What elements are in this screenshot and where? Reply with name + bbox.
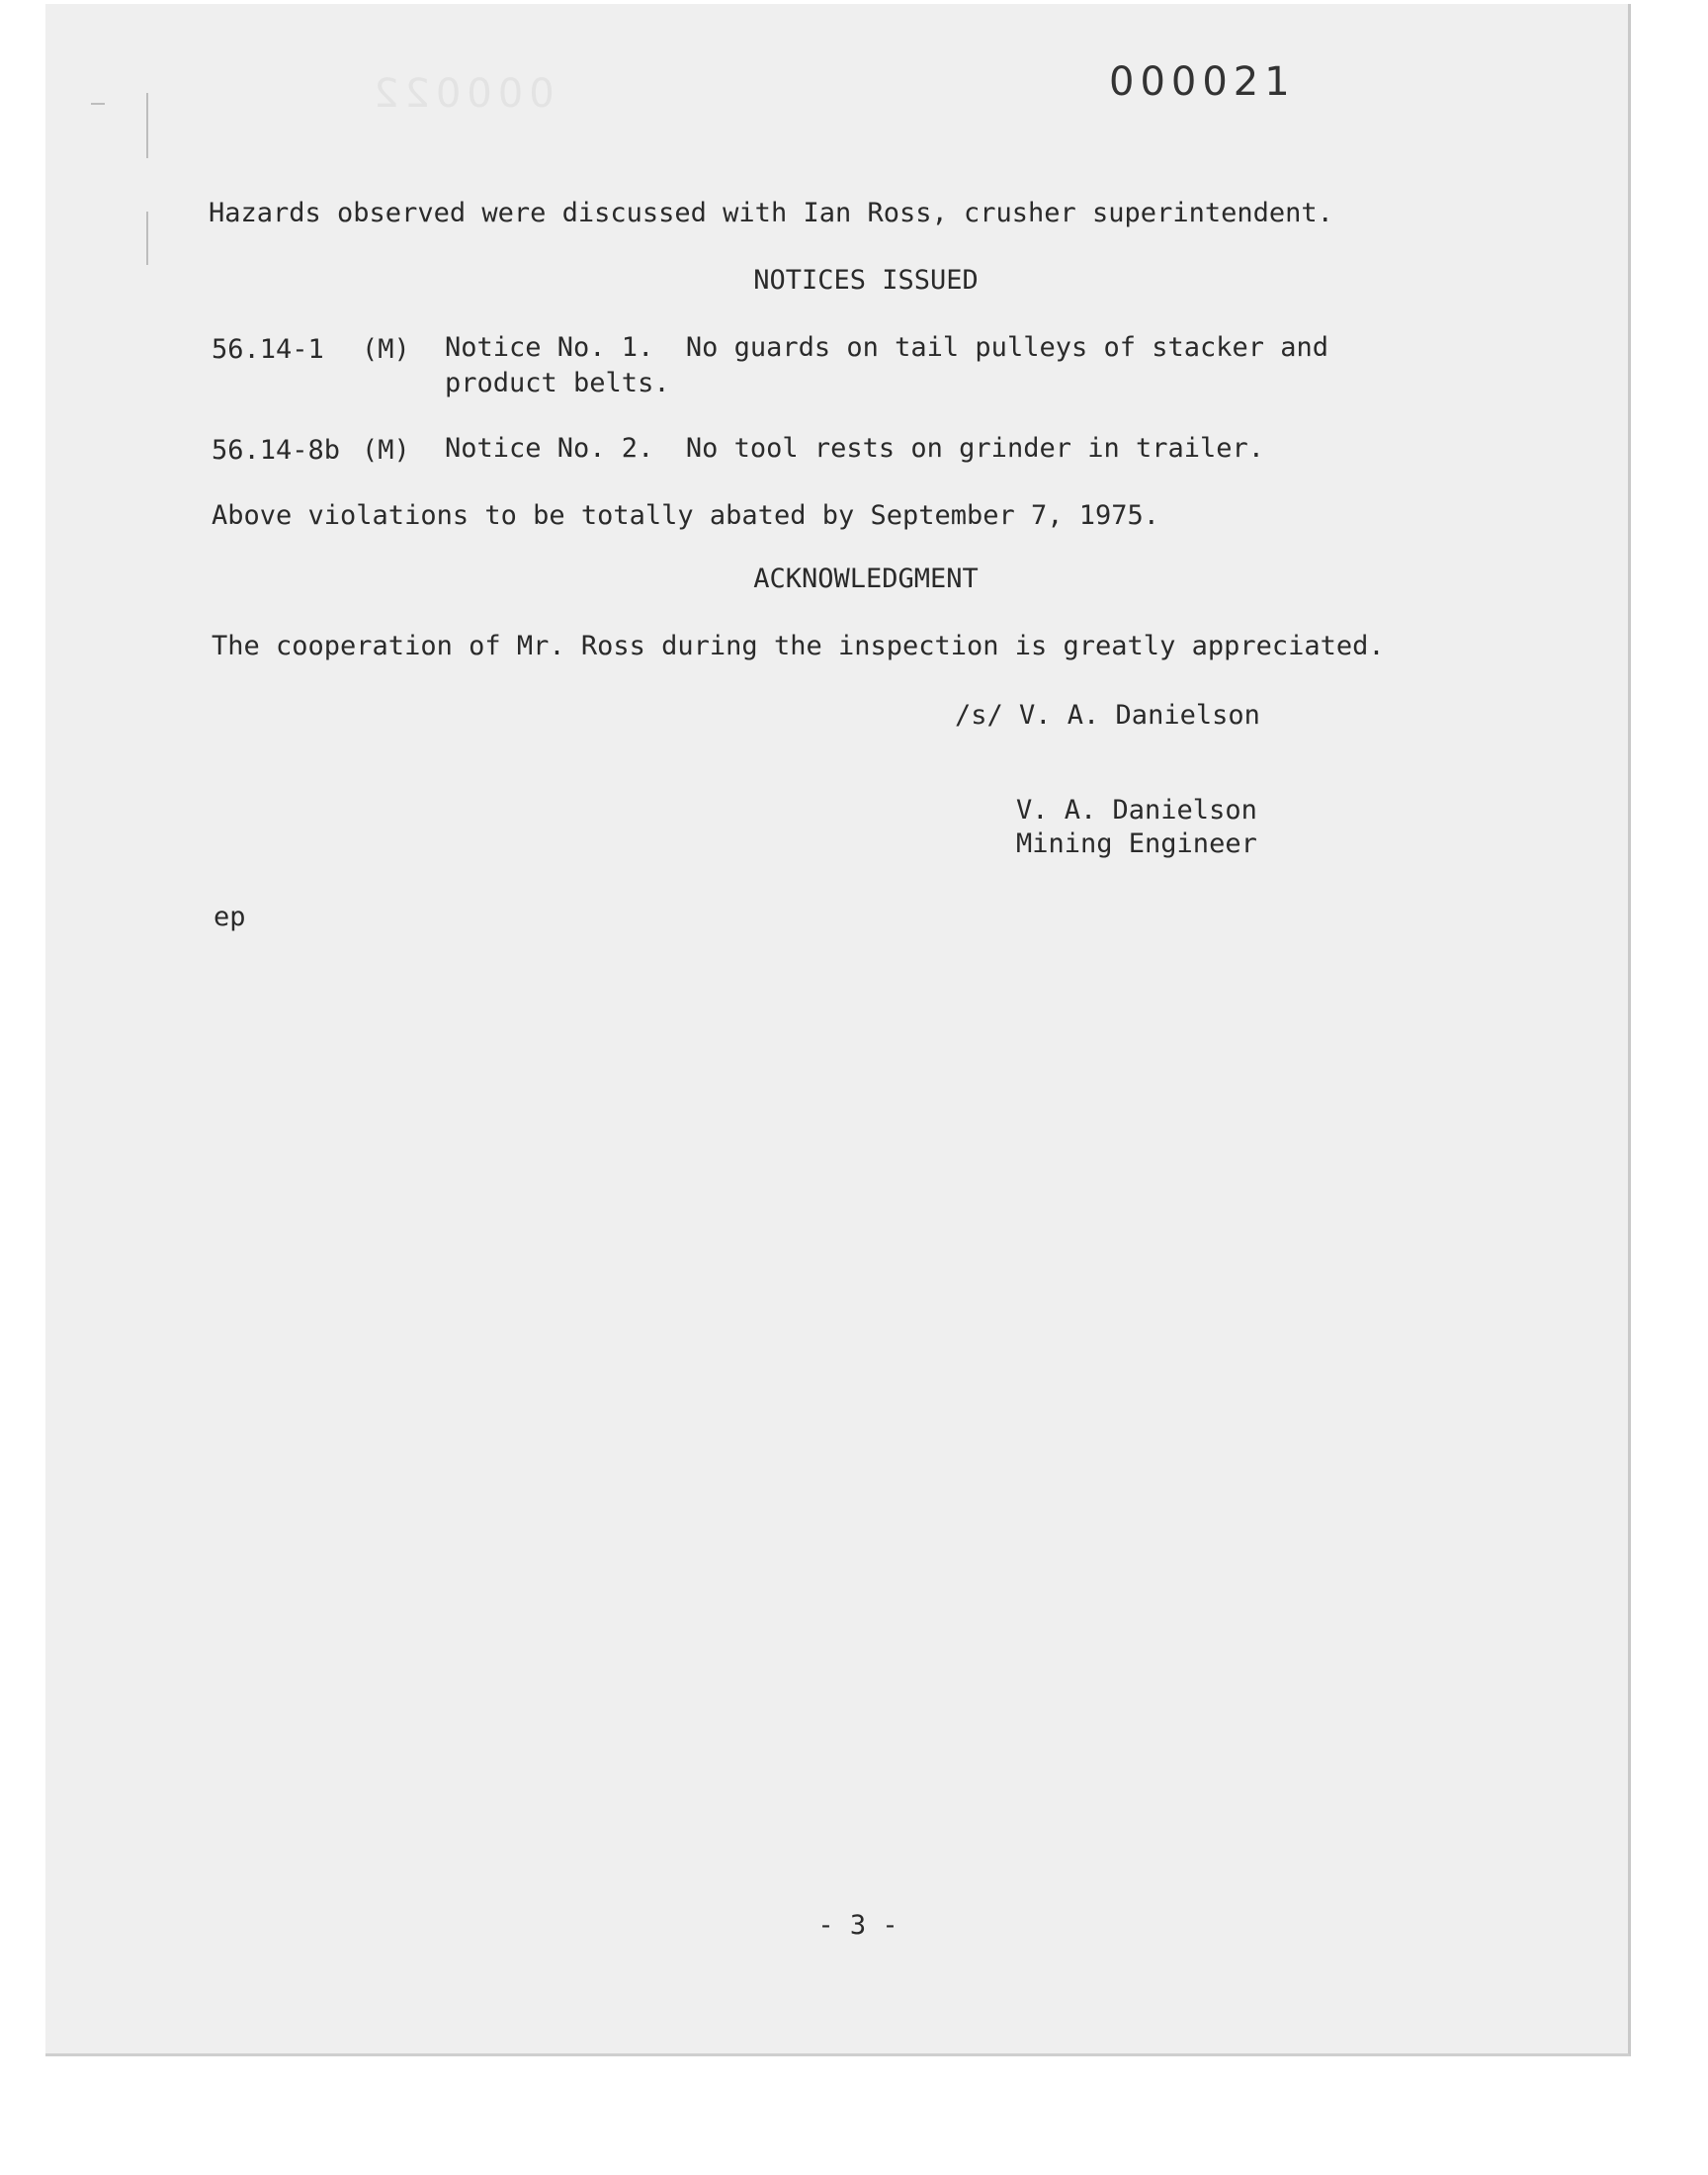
bleed-through-stamp: 000022	[368, 71, 555, 117]
page-number: - 3 -	[817, 1910, 898, 1941]
notice-code: 56.14-8b	[212, 435, 341, 466]
document-page	[45, 4, 1631, 2056]
acknowledgment-paragraph: The cooperation of Mr. Ross during the inspection is greatly appreciated.	[212, 631, 1385, 661]
document-number-stamp: 000021	[1109, 59, 1296, 105]
typist-initials: ep	[214, 902, 246, 932]
notices-heading: NOTICES ISSUED	[753, 265, 979, 296]
notice-type: (M)	[362, 435, 410, 466]
abatement-paragraph: Above violations to be totally abated by September 7, 1975.	[212, 500, 1160, 531]
signer-title: Mining Engineer	[1016, 828, 1257, 859]
signature-line: /s/ V. A. Danielson	[955, 700, 1260, 731]
notice-text-line: Notice No. 1. No guards on tail pulleys of stacker and	[445, 332, 1329, 363]
margin-mark	[146, 93, 148, 158]
signer-name: V. A. Danielson	[1016, 795, 1257, 826]
notice-text-line: product belts.	[445, 368, 670, 398]
intro-paragraph: Hazards observed were discussed with Ian Ross, crusher superintendent.	[209, 198, 1333, 228]
margin-mark	[91, 103, 105, 105]
notice-text-line: Notice No. 2. No tool rests on grinder in trailer.	[445, 433, 1265, 464]
acknowledgment-heading: ACKNOWLEDGMENT	[753, 564, 979, 594]
notice-code: 56.14-1	[212, 334, 324, 365]
notice-type: (M)	[362, 334, 410, 365]
margin-mark	[146, 212, 148, 265]
